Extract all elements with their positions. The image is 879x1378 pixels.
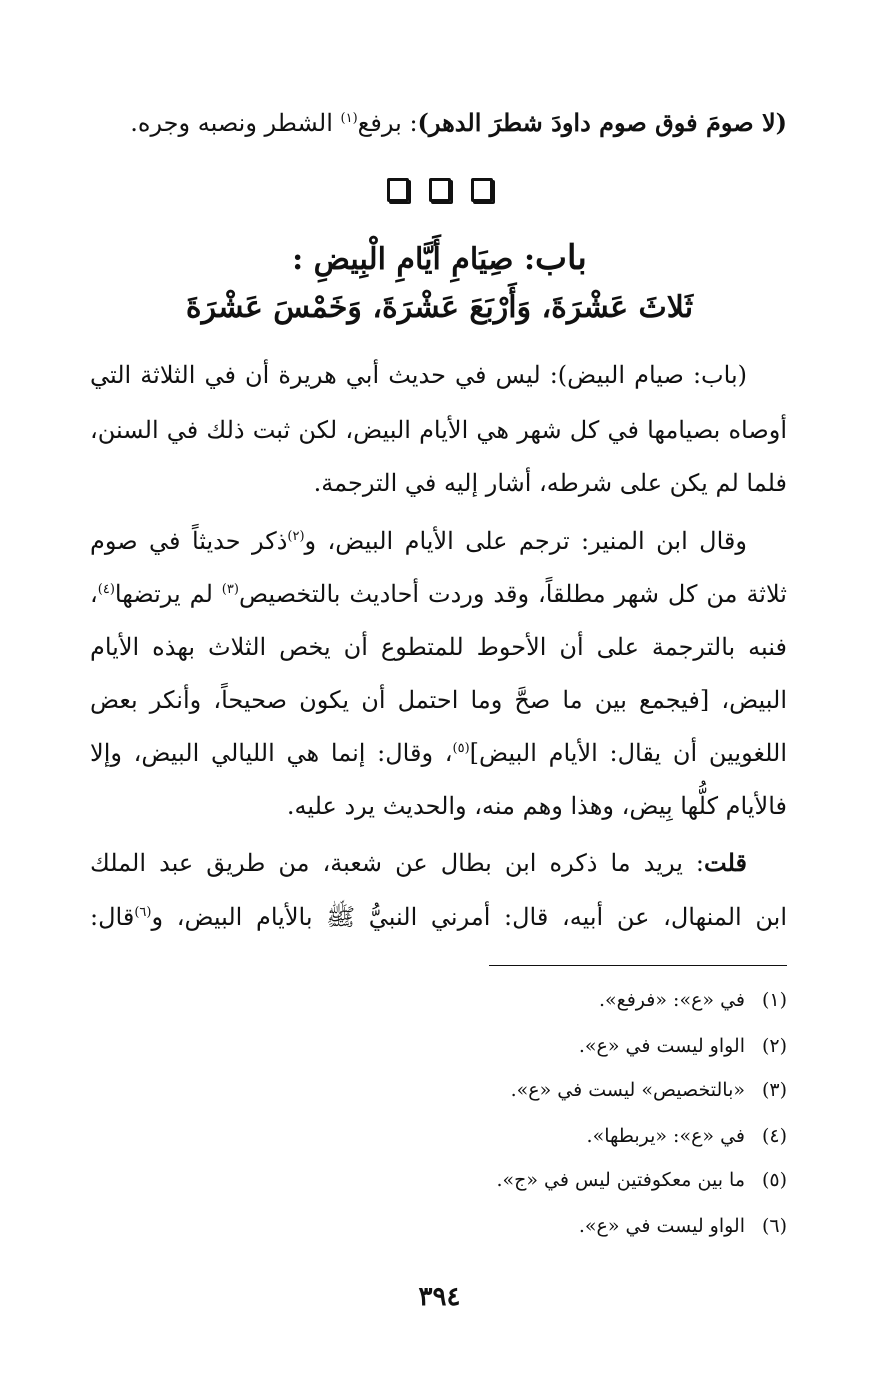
footnote-item (90, 1076, 787, 1104)
footnote-number: (٢) (761, 1035, 787, 1057)
para2-line5-text-a: اللغويين أن يقال: الأيام البيض] (469, 739, 788, 767)
footnote-item (90, 1212, 787, 1240)
separator-box-icon (471, 178, 493, 202)
para2-line2-text-a: ثلاثة من كل شهر مطلقاً، وقد وردت أحاديث بالتخصيص (238, 580, 787, 608)
page-number: ٣٩٤ (418, 1282, 461, 1312)
para2-line1-text-b: ذكر حديثاً في صوم (90, 527, 288, 555)
para3-line2-text-a: ابن المنهال، عن أبيه، قال: أمرني النبيُّ ﷺ بالأيام البيض، و (151, 903, 787, 931)
top-line (90, 106, 787, 140)
footnote-text: الواو ليست في «ع». (578, 1035, 745, 1057)
chapter-heading (0, 238, 879, 278)
chapter-heading-title: : صِيَامِ أَيَّامِ الْبِيضِ : (292, 242, 536, 277)
footnote-item (90, 986, 787, 1014)
chapter-heading-label: باب (535, 238, 587, 278)
para1-line2: أوصاه بصيامها في كل شهر هي الأيام البيض، لكن ثبت ذلك في السنن، (90, 416, 787, 444)
para3-line2 (90, 900, 787, 934)
footnote-text: الواو ليست في «ع». (578, 1215, 745, 1237)
footnote-text: «بالتخصيص» ليست في «ع». (510, 1079, 745, 1101)
para3-line1-text: : يريد ما ذكره ابن بطال عن شعبة، من طريق عبد الملك (90, 849, 705, 877)
separator-box-icon (387, 178, 409, 202)
footnote-number: (١) (761, 989, 787, 1011)
para2-line5-text-b: ، وقال: إنما هي الليالي البيض، وإلا (90, 739, 453, 767)
footnote-item (90, 1166, 787, 1194)
footnote-rule (489, 965, 787, 966)
footnote-ref-4[interactable]: (٤) (97, 582, 115, 597)
footnote-ref-1[interactable]: (١) (340, 111, 358, 126)
chapter-subheading: ثَلاثَ عَشْرَةَ، وَأَرْبَعَ عَشْرَةَ، وَخَمْسَ عَشْرَةَ (185, 290, 694, 325)
footnote-ref-2[interactable]: (٢) (287, 529, 305, 544)
para1-line3: فلما لم يكن على شرطه، أشار إليه في الترجمة. (313, 469, 787, 497)
para2-line4: البيض، [فيجمع بين ما صحَّ وما احتمل أن يكون صحيحاً، وأنكر بعض (90, 686, 787, 714)
footnote-number: (٣) (761, 1079, 787, 1101)
para2-line1 (90, 524, 787, 558)
separator-box-icon (429, 178, 451, 202)
footnote-ref-3[interactable]: (٣) (221, 582, 239, 597)
para2-line2-text-c: ، (90, 580, 98, 608)
para2-line2 (90, 577, 787, 611)
footnote-ref-5[interactable]: (٥) (452, 741, 470, 756)
footnote-number: (٤) (761, 1125, 787, 1147)
para2-line5 (90, 736, 787, 770)
para3-qultu: قلت (704, 848, 747, 877)
section-separator (0, 178, 879, 206)
para1-line1: (باب: صيام البيض): ليس في حديث أبي هريرة أن في الثلاثة التي (90, 361, 747, 389)
top-line-text-before: : برفع (357, 109, 418, 137)
footnote-item (90, 1032, 787, 1060)
para3-line1 (90, 846, 787, 880)
footnote-text: في «ع»: «فرفع». (598, 989, 745, 1011)
top-line-quote: (لا صومَ فوق صوم داودَ شطرَ الدهر) (417, 108, 787, 137)
footnote-ref-6[interactable]: (٦) (134, 905, 152, 920)
para2-line6: فالأيام كلُّها بِيض، وهذا وهم منه، والحديث يرد عليه. (286, 792, 787, 820)
para2-line2-text-b: لم يرتضها (114, 580, 222, 608)
footnote-number: (٦) (761, 1215, 787, 1237)
top-line-text-after: الشطر ونصبه وجره. (130, 109, 341, 137)
footnote-number: (٥) (761, 1169, 787, 1191)
footnote-item (90, 1122, 787, 1150)
footnote-text: ما بين معكوفتين ليس في «ج». (496, 1169, 745, 1191)
footnote-text: في «ع»: «يربطها». (586, 1125, 745, 1147)
para2-line1-text-a: وقال ابن المنير: ترجم على الأيام البيض، و (304, 527, 747, 555)
para3-line2-text-b: قال: (90, 903, 135, 931)
para2-line3: فنبه بالترجمة على أن الأحوط للمتطوع أن يخص الثلاث بهذه الأيام (90, 633, 787, 661)
